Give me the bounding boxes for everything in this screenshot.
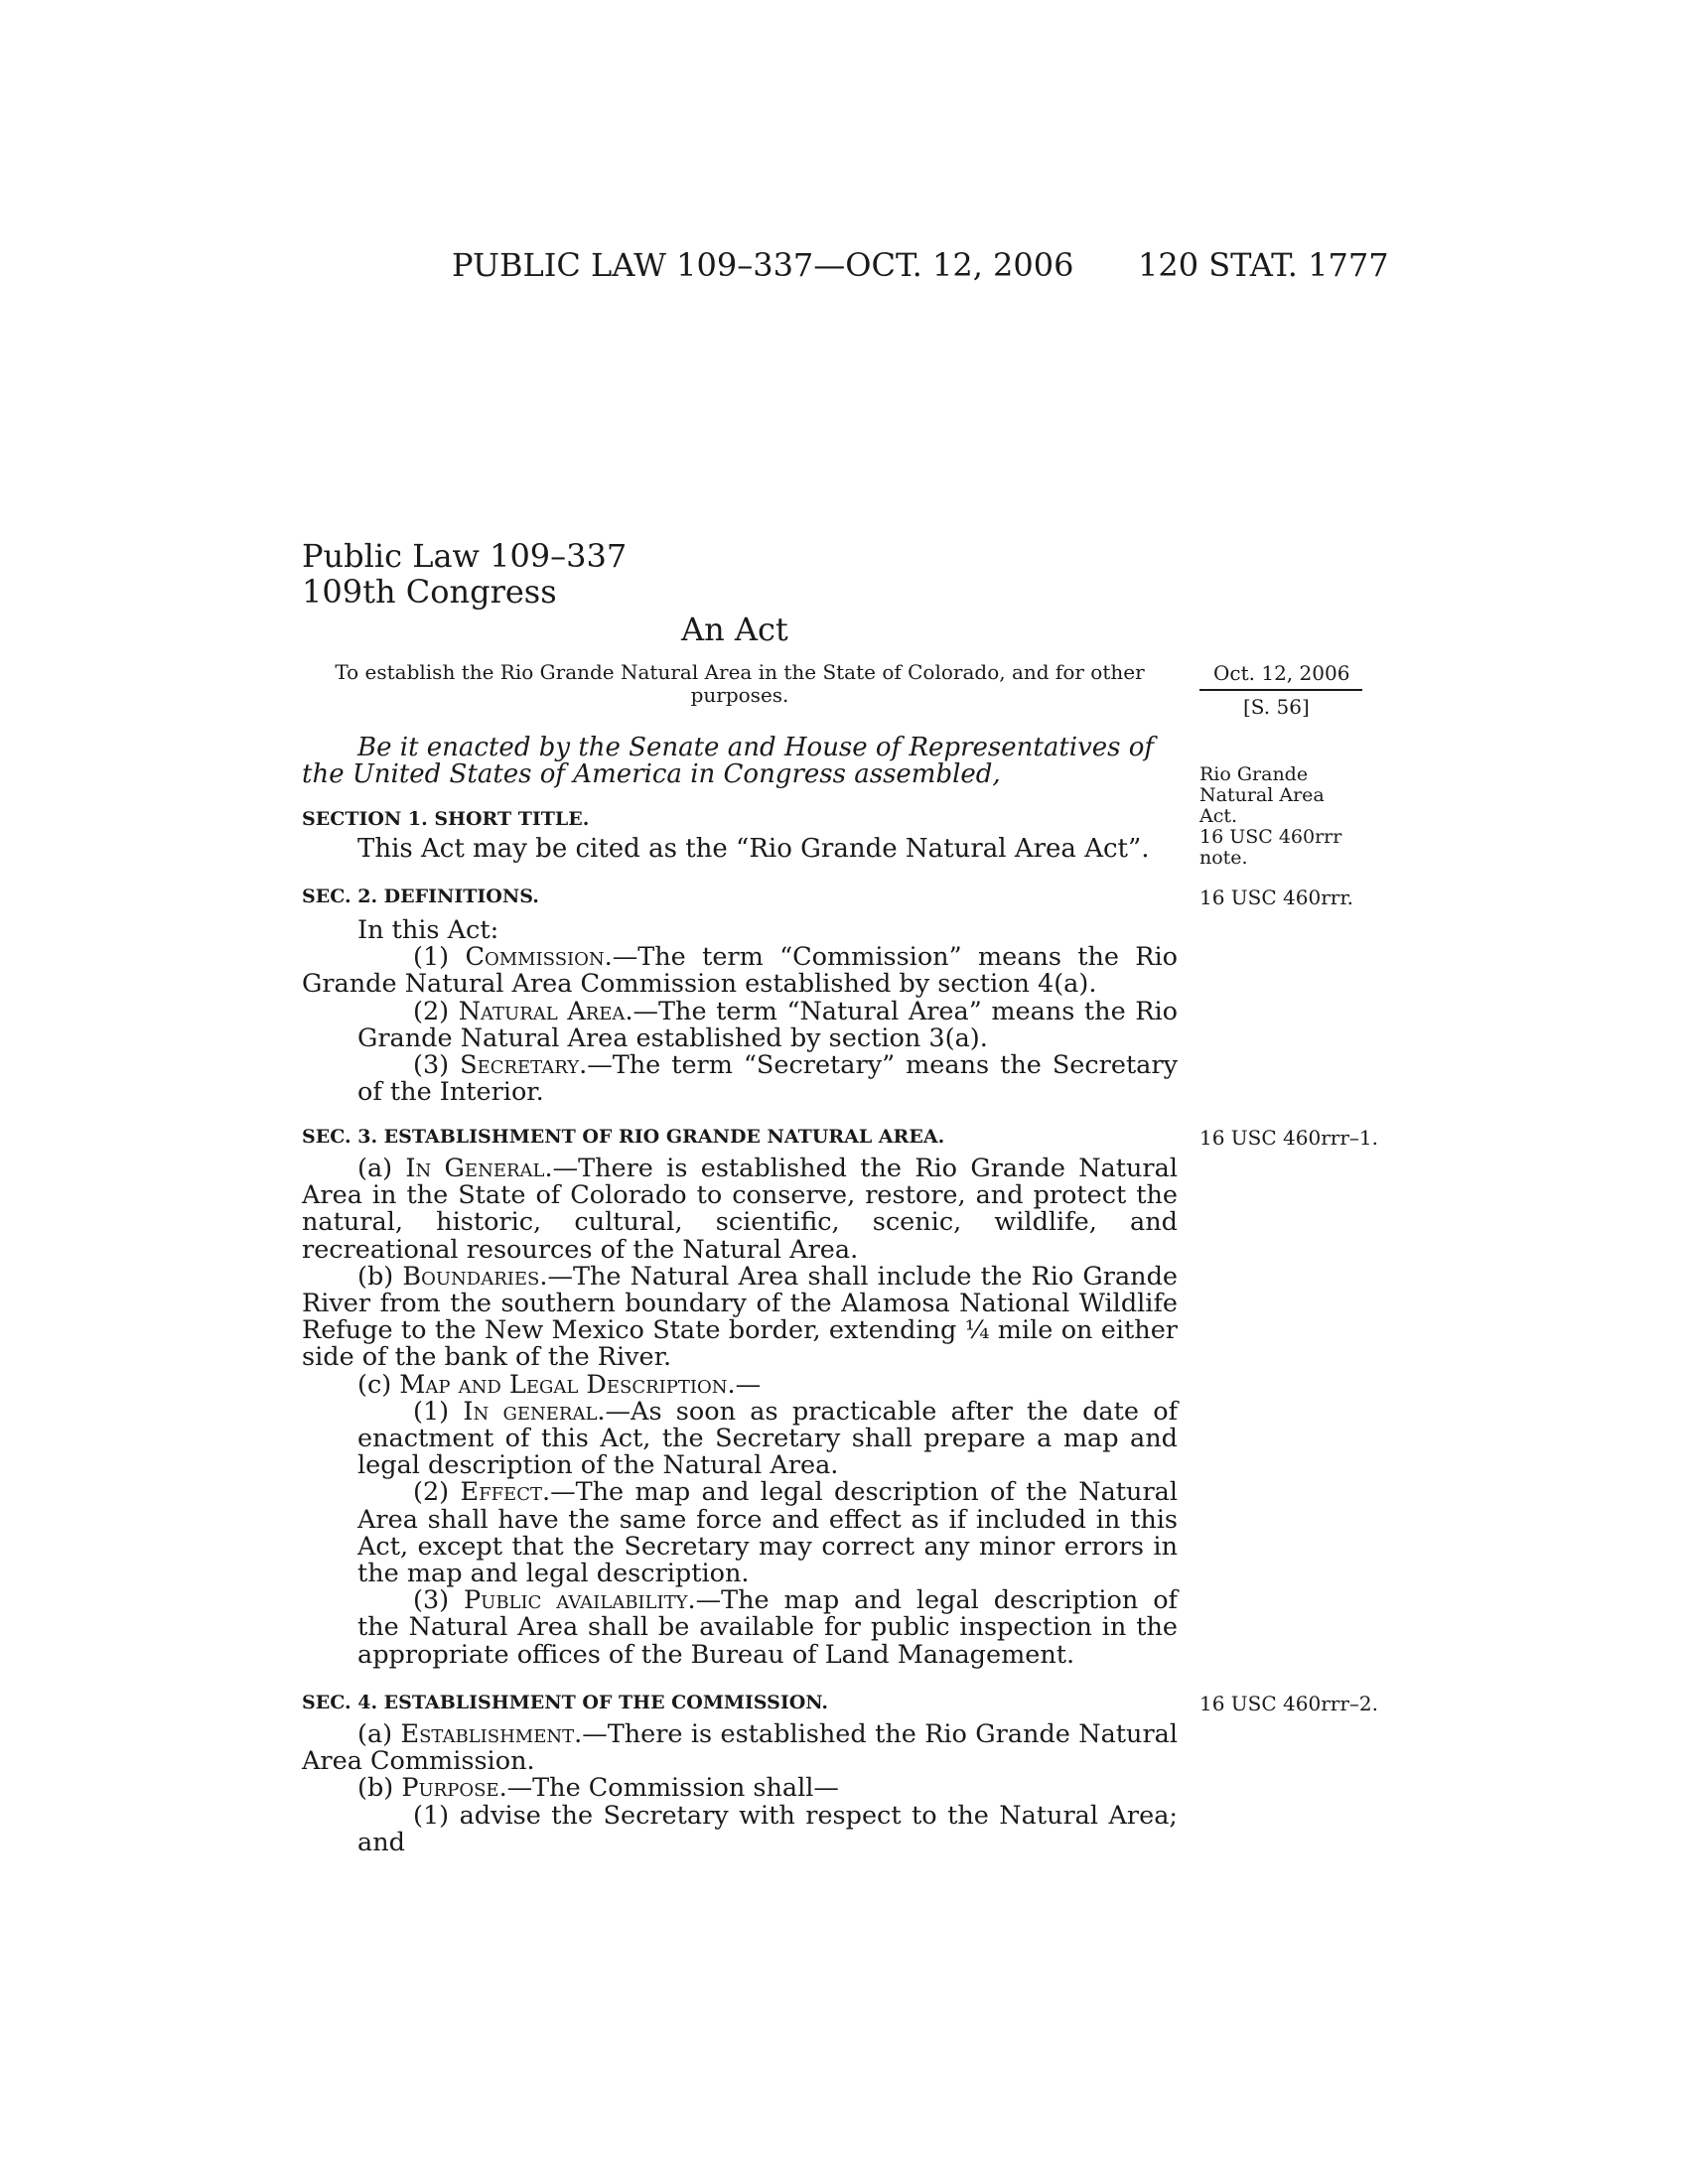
text: .—The term “Secretary” means the Secretary of the Interior. (357, 1050, 1178, 1108)
note-line: 16 USC 460rrr (1199, 826, 1342, 848)
margin-date: Oct. 12, 2006 (1213, 661, 1350, 685)
subsec-heading: Establishment (400, 1719, 575, 1749)
subsec-heading: Purpose (401, 1773, 499, 1804)
label: (b) (357, 1773, 402, 1804)
para-heading: Effect (460, 1477, 542, 1508)
sec3-heading: SEC. 3. ESTABLISHMENT OF RIO GRANDE NATURAL AREA. (302, 1126, 945, 1148)
label: (c) (357, 1369, 400, 1400)
margin-bill: [S. 56] (1243, 695, 1310, 719)
sec4-subsec-a (302, 1721, 1178, 1775)
text: .—There is established the Rio Grande Natural Area in the State of Colorado to conserve, restore, and protect the natural, historic, cultural, scientific, scenic, wildlife, and recreational resources of the Natural Area. (302, 1154, 1178, 1265)
subsec-heading: Map and Legal Description (399, 1369, 728, 1400)
sec1-heading: SECTION 1. SHORT TITLE. (302, 808, 590, 830)
margin-sec2-note: 16 USC 460rrr. (1199, 886, 1354, 909)
margin-short-title-note (1199, 764, 1341, 869)
text: .—The map and legal description of the Natural Area shall be available for public inspection in the appropriate offices of the Bureau of Land Management. (357, 1585, 1178, 1670)
sec1-text: This Act may be cited as the “Rio Grande Natural Area Act”. (357, 834, 1150, 864)
margin-sec4-note: 16 USC 460rrr–2. (1199, 1692, 1378, 1715)
label: (b) (357, 1261, 403, 1292)
term-heading: Secretary (460, 1050, 580, 1081)
congress-number: 109th Congress (302, 573, 557, 611)
sec4-subsec-b (302, 1775, 1178, 1802)
enacting-line1: Be it enacted by the Senate and House of Representatives of (357, 733, 1155, 762)
label: (3) (413, 1585, 464, 1616)
text: .— (727, 1369, 762, 1400)
para-heading: In general (463, 1396, 598, 1427)
note-line: Natural Area (1199, 784, 1325, 806)
text: .—The Natural Area shall include the Rio Grande River from the southern boundary of the Alamosa National Wildlife Refuge to the New Mexico State border, extending ¼ mile on either side of the bank of the River. (302, 1261, 1178, 1373)
term-heading: Natural Area (458, 996, 626, 1026)
note-line: Rio Grande (1199, 763, 1309, 785)
label: (2) (413, 1477, 461, 1508)
sec4-body (302, 1721, 1178, 1856)
sec3-subsec-a (302, 1156, 1178, 1264)
sec2-para-2 (302, 996, 1178, 1053)
text: .—The term “Commission” means the Rio Grande Natural Area Commission established by section 4(a). (302, 942, 1179, 1000)
margin-rule (1199, 689, 1362, 691)
para-heading: Public availability (464, 1585, 688, 1616)
sec3-body (302, 1156, 1178, 1669)
label: (a) (357, 1154, 406, 1183)
sec3-subsec-c (302, 1369, 1178, 1400)
sec2-para-3 (302, 1052, 1178, 1106)
label: (a) (357, 1719, 401, 1749)
subsec-heading: In General (405, 1154, 545, 1183)
text: .—As soon as practicable after the date of enactment of this Act, the Secretary shall prepare a map and legal description of the Natural Area. (357, 1396, 1179, 1481)
sec2-body (302, 917, 1178, 1106)
law-number: Public Law 109–337 (302, 537, 628, 575)
label: (1) (413, 1396, 464, 1427)
sec2-intro: In this Act: (357, 915, 499, 945)
text: .—The map and legal description of the Natural Area shall have the same force and effect as if included in this Act, except that the Secretary may correct any minor errors in the map and legal description. (357, 1477, 1178, 1589)
sec4-para-b1: (1) advise the Secretary with respect to the Natural Area; and (357, 1800, 1178, 1857)
enacting-line2: the United States of America in Congress assembled, (302, 759, 1001, 789)
act-purpose (302, 661, 1178, 707)
text: .—There is established the Rio Grande Natural Area Commission. (302, 1719, 1178, 1777)
text: .—The term “Natural Area” means the Rio Grande Natural Area established by section 3(a). (357, 996, 1178, 1053)
running-header-left: PUBLIC LAW 109–337—OCT. 12, 2006 (452, 246, 1074, 284)
note-line: Act. (1199, 805, 1238, 827)
note-line: note. (1199, 847, 1248, 869)
running-header-right: 120 STAT. 1777 (1138, 246, 1389, 284)
sec3-subsec-b (302, 1261, 1178, 1373)
label: (2) (413, 996, 459, 1026)
act-purpose-line2: purposes. (690, 683, 789, 707)
text: .—The Commission shall— (498, 1773, 839, 1804)
label: (3) (413, 1050, 461, 1081)
act-purpose-line1: To establish the Rio Grande Natural Area in the State of Colorado, and for other (335, 660, 1145, 684)
sec3-para-c1 (302, 1396, 1179, 1481)
sec3-para-c3 (302, 1587, 1178, 1669)
subsec-heading: Boundaries (402, 1261, 540, 1292)
label: (1) (413, 942, 466, 973)
sec3-para-c2 (302, 1479, 1178, 1587)
sec2-heading: SEC. 2. DEFINITIONS. (302, 886, 539, 907)
term-heading: Commission (465, 942, 605, 973)
act-heading: An Act (681, 611, 788, 648)
margin-sec3-note: 16 USC 460rrr–1. (1199, 1126, 1378, 1150)
sec2-para-1 (302, 944, 1178, 998)
sec4-heading: SEC. 4. ESTABLISHMENT OF THE COMMISSION. (302, 1692, 829, 1713)
